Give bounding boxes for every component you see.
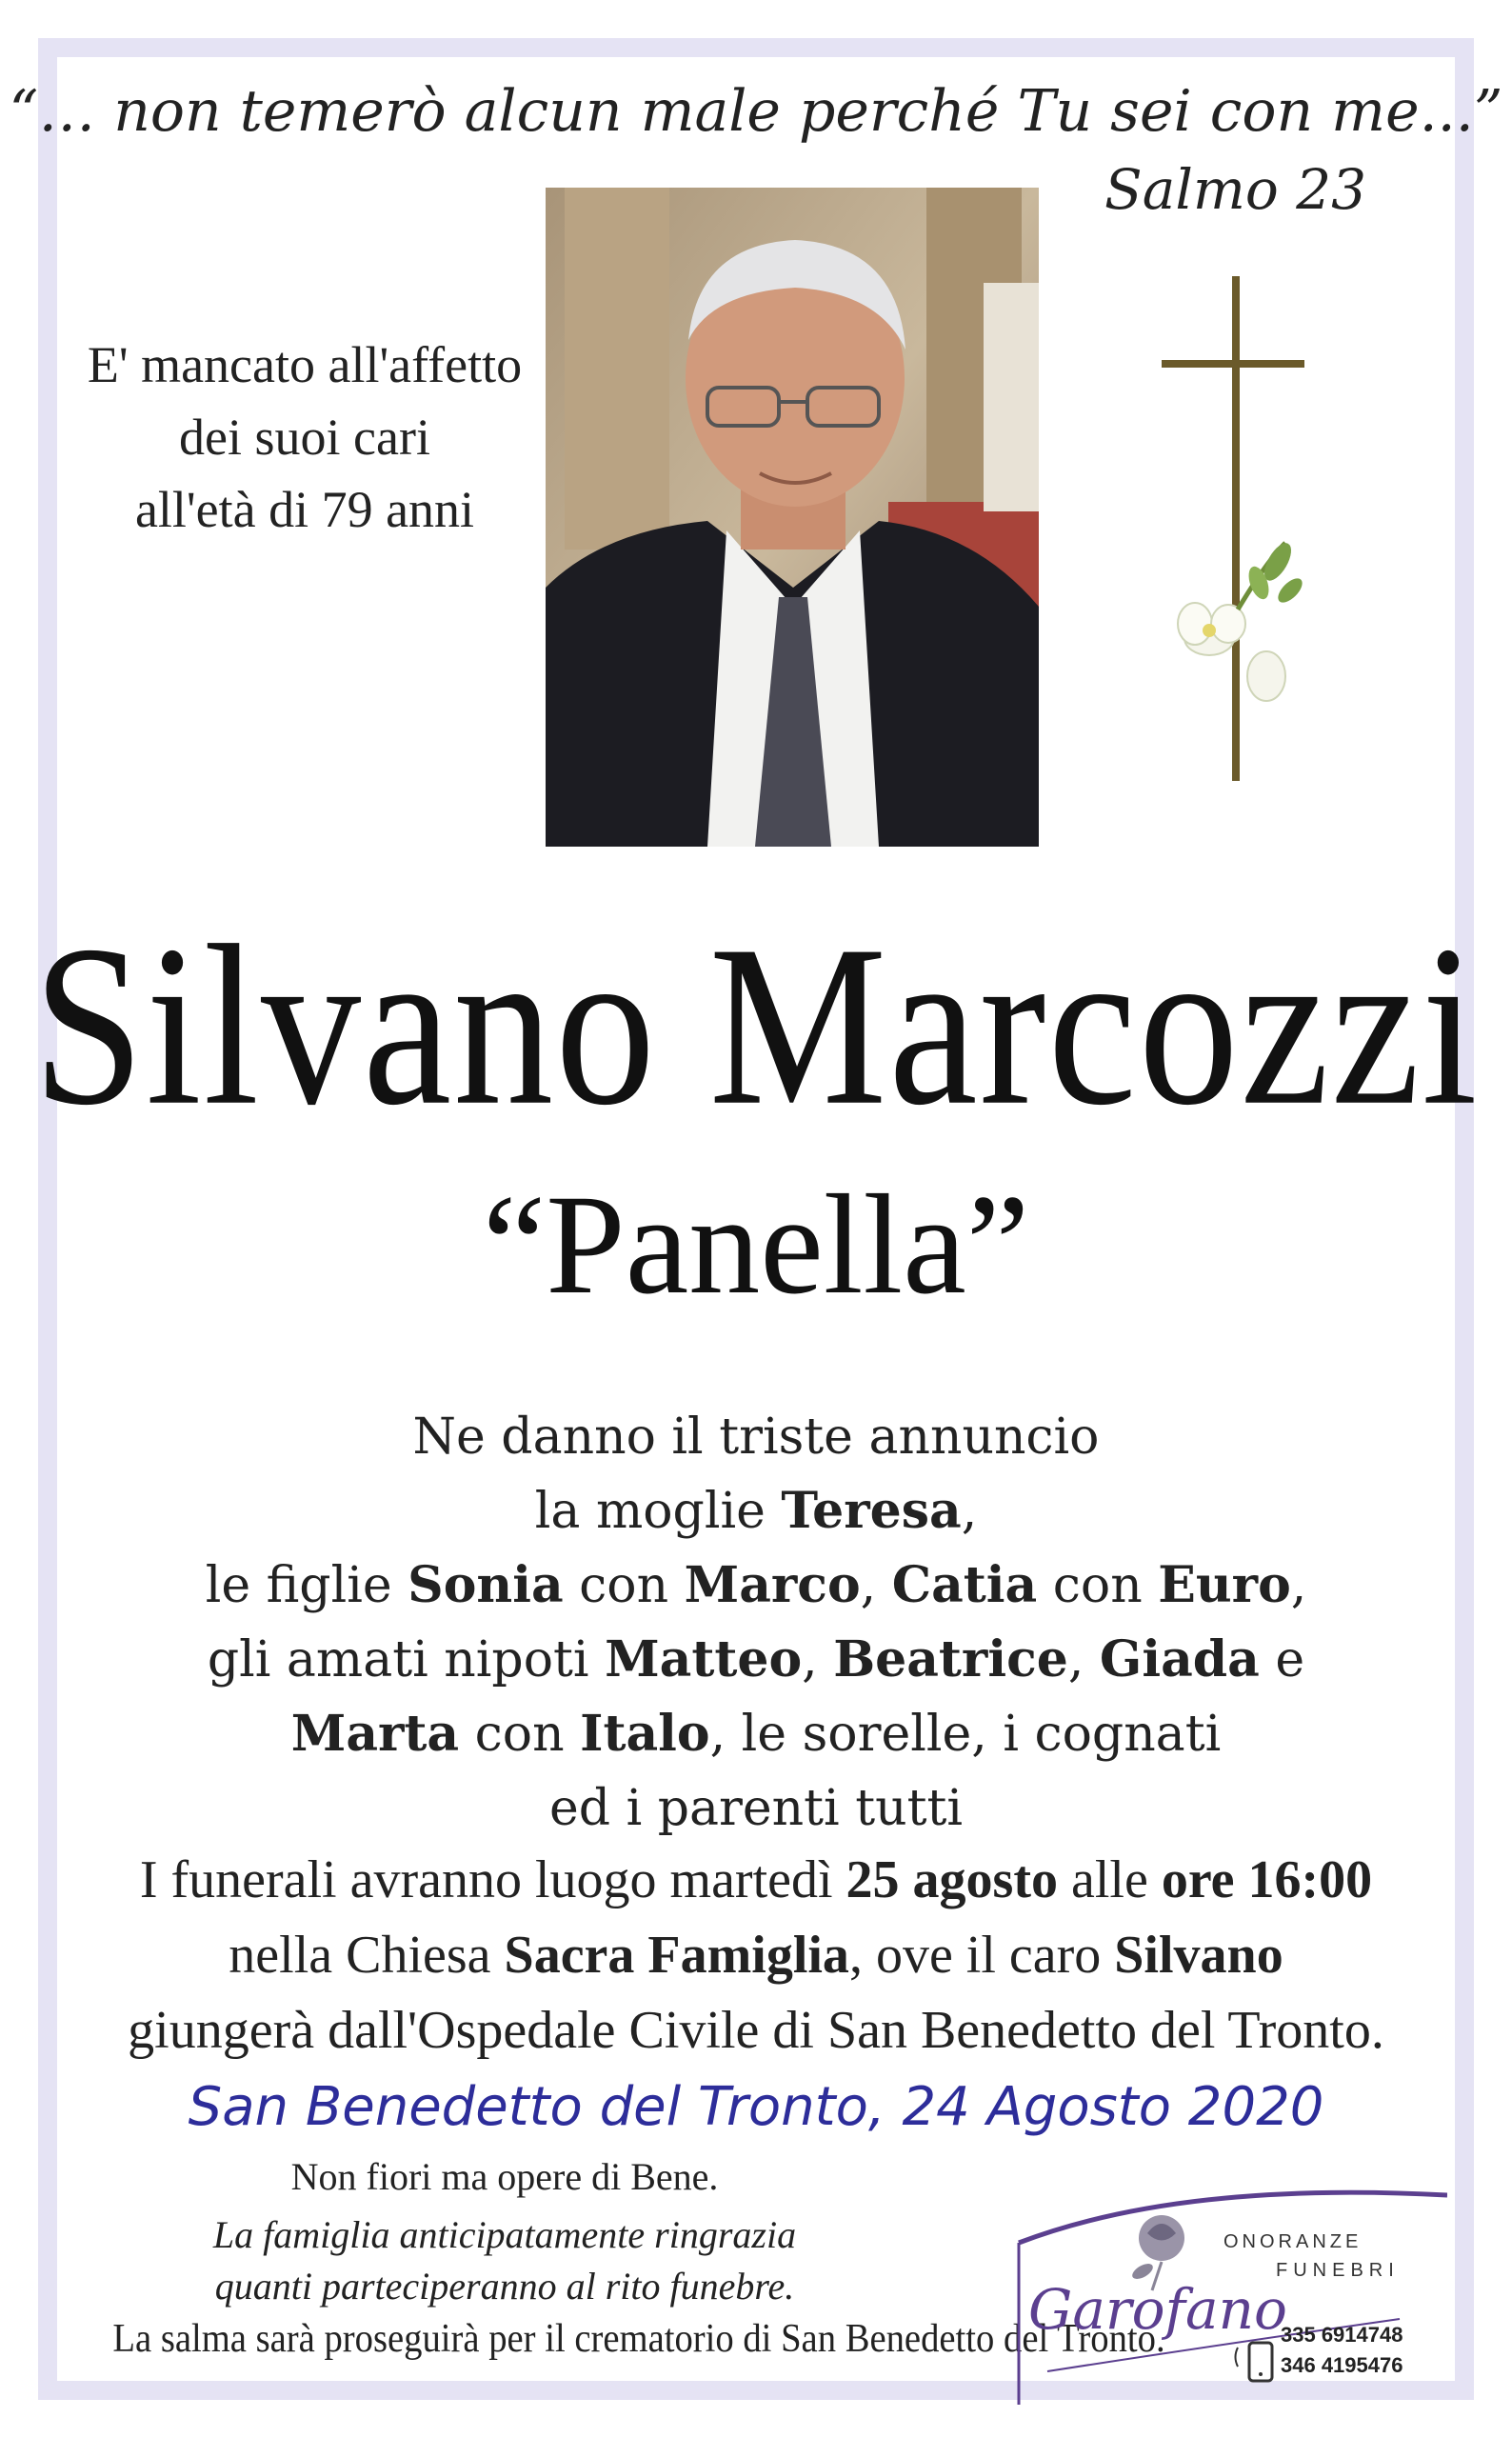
announcement-line: Ne danno il triste annuncio: [412, 1409, 1100, 1466]
thanks-line: La famiglia anticipatamente ringrazia: [212, 2213, 797, 2256]
thanks-note: [171, 2209, 838, 2312]
thanks-line: quanti parteciperanno al rito funebre.: [214, 2265, 795, 2308]
phone-numbers: [1281, 2320, 1403, 2381]
intro-text: [67, 329, 543, 546]
logo-top-text: ONORANZE: [1224, 2231, 1363, 2252]
intro-line: all'età di 79 anni: [134, 481, 475, 538]
psalm-source: Salmo 23: [1104, 157, 1367, 222]
flower-icon: [1178, 539, 1306, 701]
phone-number: 346 4195476: [1281, 2353, 1403, 2377]
deceased-name: Silvano Marcozzi: [32, 898, 1480, 1153]
funeral-line: I funerali avranno luogo martedì 25 agosto alle ore 16:00: [139, 1850, 1373, 1909]
cremation-note: La salma sarà proseguirà per il crematorio di San Benedetto del Tronto.: [112, 2317, 1165, 2361]
portrait-photo: [546, 188, 1039, 847]
funeral-details: [57, 1843, 1455, 2068]
intro-line: dei suoi cari: [179, 409, 430, 466]
logo-bottom-text: FUNEBRI: [1276, 2260, 1400, 2281]
flowers-note: Non fiori ma opere di Bene.: [290, 2155, 719, 2198]
psalm-quote: “… non temerò alcun male perché Tu sei con me...”: [9, 78, 1503, 145]
funeral-line: giungerà dall'Ospedale Civile di San Benedetto del Tronto.: [128, 2001, 1384, 2060]
announcement-line: le figlie Sonia con Marco, Catia con Euro,: [205, 1556, 1307, 1614]
funeral-line: nella Chiesa Sacra Famiglia, ove il caro Silvano: [229, 1926, 1283, 1985]
phone-icon: [1236, 2343, 1273, 2381]
deceased-nickname: “Panella”: [482, 1166, 1030, 1324]
intro-line: E' mancato all'affetto: [87, 336, 523, 393]
place-date: San Benedetto del Tronto, 24 Agosto 2020: [188, 2076, 1324, 2138]
announcement-text: [57, 1400, 1455, 1846]
phone-number: 335 6914748: [1281, 2323, 1403, 2347]
cross-with-flower-icon: [1152, 276, 1323, 790]
announcement-line: Marta con Italo, le sorelle, i cognati: [290, 1705, 1222, 1763]
announcement-line: la moglie Teresa,: [534, 1482, 978, 1540]
announcement-line: ed i parenti tutti: [548, 1780, 964, 1837]
logo-brand: Garofano: [1028, 2277, 1287, 2342]
announcement-line: gli amati nipoti Matteo, Beatrice, Giada e: [207, 1630, 1305, 1689]
